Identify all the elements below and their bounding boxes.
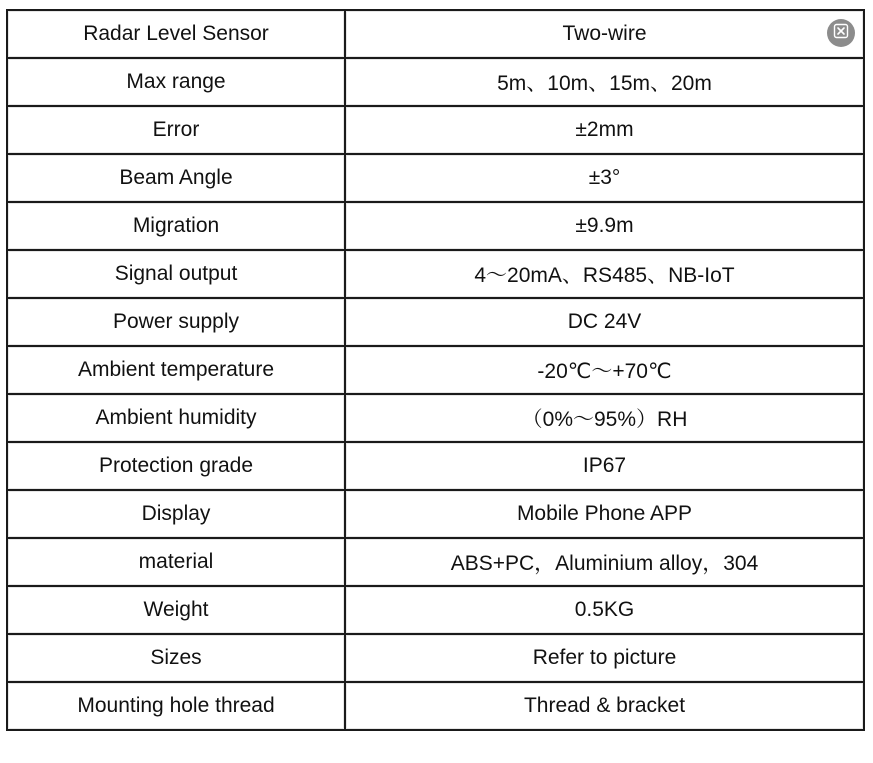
table-row	[7, 106, 864, 154]
spec-value: （0%～95%）RH	[345, 394, 864, 442]
spec-label: Radar Level Sensor	[7, 10, 345, 58]
spec-label: Display	[7, 490, 345, 538]
spec-value: Refer to picture	[345, 634, 864, 682]
spec-value: 5m、10m、15m、20m	[345, 58, 864, 106]
spec-label: material	[7, 538, 345, 586]
table-row	[7, 394, 864, 442]
spec-label: Max range	[7, 58, 345, 106]
spec-label: Ambient humidity	[7, 394, 345, 442]
table-row	[7, 634, 864, 682]
spec-table	[6, 9, 865, 731]
spec-value: Thread & bracket	[345, 682, 864, 730]
table-row	[7, 538, 864, 586]
table-row	[7, 250, 864, 298]
spec-label: Weight	[7, 586, 345, 634]
spec-value: ±3°	[345, 154, 864, 202]
spec-value: ±9.9m	[345, 202, 864, 250]
table-row	[7, 154, 864, 202]
spec-label: Migration	[7, 202, 345, 250]
spec-label: Ambient temperature	[7, 346, 345, 394]
spec-value: Two-wire	[345, 10, 864, 58]
table-row	[7, 10, 864, 58]
close-button[interactable]	[827, 19, 855, 47]
spec-value: Mobile Phone APP	[345, 490, 864, 538]
close-icon	[833, 23, 849, 44]
spec-label: Signal output	[7, 250, 345, 298]
spec-value: ABS+PC，Aluminium alloy，304	[345, 538, 864, 586]
spec-label: Beam Angle	[7, 154, 345, 202]
spec-label: Protection grade	[7, 442, 345, 490]
spec-value: 4～20mA、RS485、NB-IoT	[345, 250, 864, 298]
table-row	[7, 202, 864, 250]
spec-table-body	[7, 10, 864, 730]
table-row	[7, 298, 864, 346]
spec-label: Sizes	[7, 634, 345, 682]
spec-value: DC 24V	[345, 298, 864, 346]
spec-label: Mounting hole thread	[7, 682, 345, 730]
table-row	[7, 490, 864, 538]
spec-value: IP67	[345, 442, 864, 490]
spec-value: 0.5KG	[345, 586, 864, 634]
table-row	[7, 586, 864, 634]
table-row	[7, 442, 864, 490]
table-row	[7, 682, 864, 730]
spec-value: -20℃～+70℃	[345, 346, 864, 394]
spec-label: Power supply	[7, 298, 345, 346]
spec-value: ±2mm	[345, 106, 864, 154]
table-row	[7, 346, 864, 394]
table-row	[7, 58, 864, 106]
spec-label: Error	[7, 106, 345, 154]
